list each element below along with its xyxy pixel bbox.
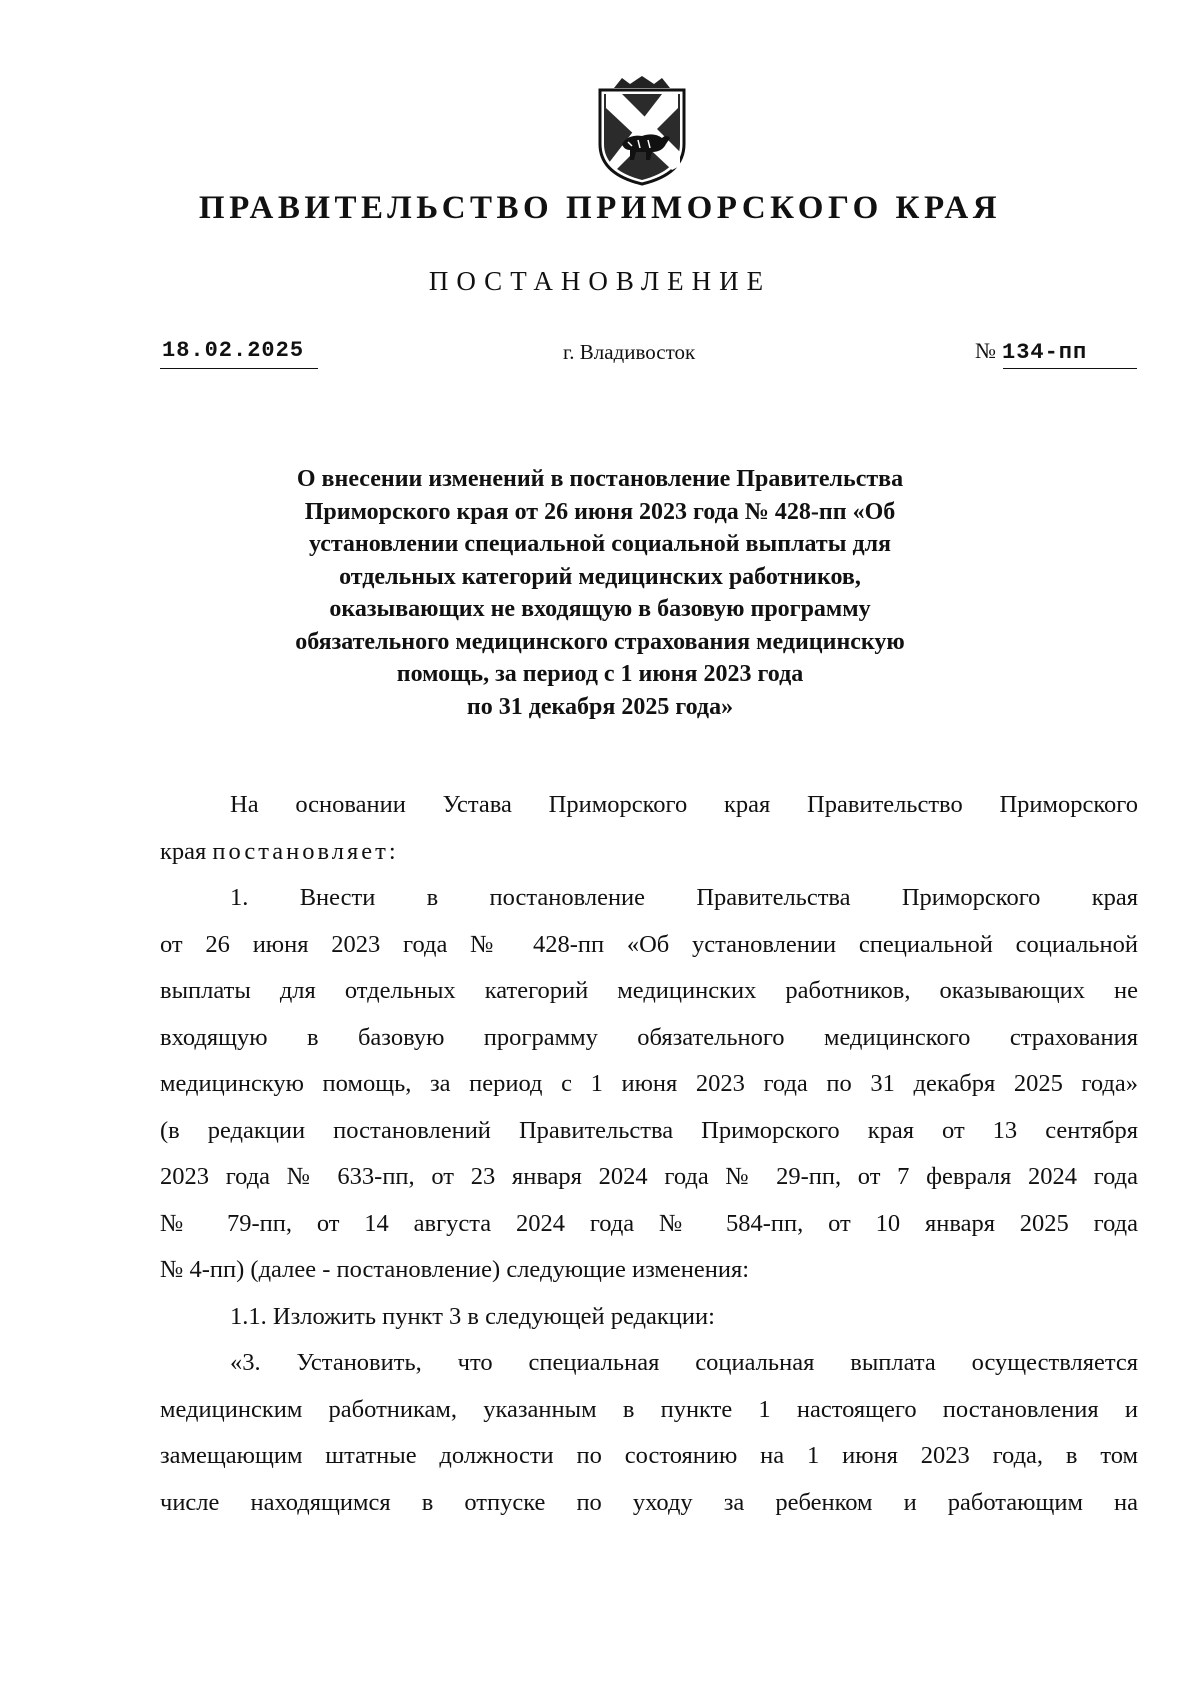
document-number bbox=[975, 338, 1087, 365]
number-value: 134-пп bbox=[1002, 340, 1088, 365]
paragraph-line: замещающим штатные должности по состоянию на 1 июня 2023 года, в том bbox=[160, 1442, 1138, 1469]
document-city: г. Владивосток bbox=[563, 340, 696, 364]
paragraph-line: № 4-пп) (далее - постановление) следующие изменения: bbox=[160, 1256, 750, 1283]
document-meta-row bbox=[0, 338, 1200, 378]
paragraph-line: «3. Установить, что специальная социальная выплата осуществляется bbox=[230, 1349, 1138, 1376]
document-body bbox=[160, 782, 1138, 1526]
heading-line: оказывающих не входящую в базовую программу bbox=[329, 596, 871, 622]
decree-word: постановляет: bbox=[212, 837, 399, 865]
coat-of-arms-icon bbox=[592, 74, 692, 186]
heading-line: помощь, за период с 1 июня 2023 года bbox=[396, 661, 804, 687]
paragraph-line: входящую в базовую программу обязательного медицинского страхования bbox=[160, 1023, 1138, 1051]
paragraph-line: На основании Устава Приморского края Правительство Приморского bbox=[230, 791, 1138, 818]
text-fragment: края bbox=[160, 837, 207, 865]
heading-line: Приморского края от 26 июня 2023 года № 428-пп «Об bbox=[304, 498, 896, 525]
document-type: ПОСТАНОВЛЕНИЕ bbox=[428, 266, 772, 296]
paragraph-line: медицинским работникам, указанным в пункте 1 настоящего постановления и bbox=[160, 1395, 1138, 1423]
paragraph-line: 1. Внести в постановление Правительства Приморского края bbox=[230, 884, 1138, 911]
paragraph-line: (в редакции постановлений Правительства Приморского края от 13 сентября bbox=[160, 1116, 1138, 1144]
heading-line: отдельных категорий медицинских работников, bbox=[339, 563, 861, 590]
number-sign: № bbox=[975, 338, 996, 363]
government-title: ПРАВИТЕЛЬСТВО ПРИМОРСКОГО КРАЯ bbox=[198, 190, 1002, 226]
paragraph-line bbox=[160, 829, 1138, 876]
heading-line: обязательного медицинского страхования медицинскую bbox=[295, 628, 905, 655]
heading-line: установлении специальной социальной выплаты для bbox=[308, 531, 892, 557]
paragraph-line: 1.1. Изложить пункт 3 в следующей редакции: bbox=[230, 1302, 715, 1330]
paragraph-line: выплаты для отдельных категорий медицинских работников, оказывающих не bbox=[160, 977, 1138, 1004]
paragraph-line: числе находящимся в отпуске по уходу за ребенком и работающим на bbox=[160, 1488, 1138, 1516]
paragraph-line: 2023 года № 633-пп, от 23 января 2024 года № 29-пп, от 7 февраля 2024 года bbox=[160, 1163, 1138, 1190]
date-underline bbox=[160, 368, 318, 369]
paragraph-line: от 26 июня 2023 года № 428-пп «Об установлении специальной социальной bbox=[160, 930, 1138, 958]
document-date: 18.02.2025 bbox=[162, 338, 305, 363]
heading-line: О внесении изменений в постановление Правительства bbox=[296, 466, 904, 492]
document-heading bbox=[230, 463, 970, 723]
heading-line: по 31 декабря 2025 года» bbox=[466, 693, 734, 720]
paragraph-line: № 79-пп, от 14 августа 2024 года № 584-пп, от 10 января 2025 года bbox=[160, 1209, 1138, 1237]
number-underline bbox=[1003, 368, 1137, 369]
paragraph-line: медицинскую помощь, за период с 1 июня 2023 года по 31 декабря 2025 года» bbox=[160, 1070, 1138, 1097]
